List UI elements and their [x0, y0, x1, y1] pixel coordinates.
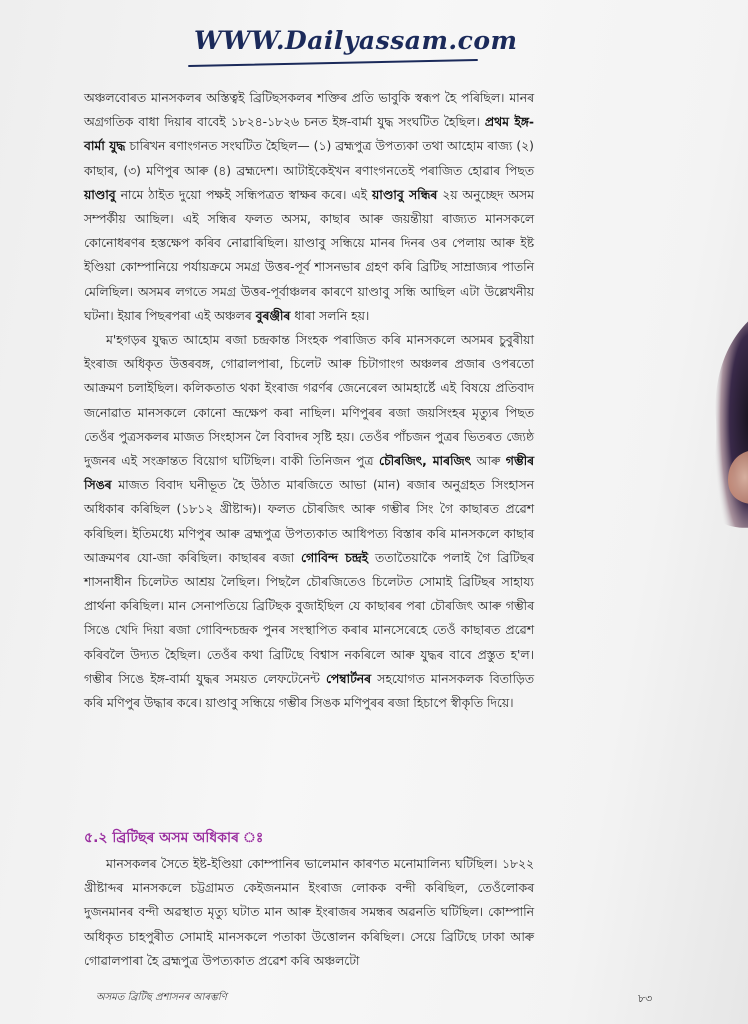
bold-term: পেম্বাৰ্টনৰ: [325, 671, 372, 686]
text-segment: অঞ্চলবোৰত মানসকলৰ অস্তিত্বই ব্ৰিটিছসকলৰ শক্তিৰ প্ৰতি ভাবুকি স্বৰূপ হৈ পৰিছিল। মানৰ অগ্ৰগতিক বাধা দিয়াৰ বাবেই ১৮২৪-১৮২৬ চনত ইঙ্গ-বাৰ্মা যুদ্ধ সংঘটিত হৈছিল।: [84, 91, 534, 130]
watermark-text: WWW.Dailyassam.com: [194, 26, 518, 55]
paragraph: [84, 86, 534, 328]
paragraph: [84, 328, 534, 715]
footer-chapter-title: অসমত ব্ৰিটিছ প্ৰশাসনৰ আৰম্ভণি: [96, 992, 227, 1003]
page-number: ৮৩: [638, 992, 653, 1005]
main-body-text: [84, 86, 534, 715]
bold-term: গম্ভীৰ সিঙৰ: [84, 454, 535, 493]
text-segment: ধাৰা সলনি হয়।: [290, 308, 370, 323]
bold-term: চৌৰজিৎ, মাৰজিৎ: [378, 454, 472, 469]
bold-term: গোবিন্দ চন্দ্ৰই: [301, 550, 369, 565]
thumb-shadow-image: [672, 300, 748, 530]
text-segment: চাৰিখন ৰণাংগনত সংঘটিত হৈছিল— (১) ব্ৰহ্মপুত্ৰ উপত্যকা তথা আহোম ৰাজ্য (২) কাছাৰ, (৩) মণিপুৰ আৰু (৪) ব্ৰহ্মদেশ। আটাইকেইখন ৰণাংগনতেই পৰাজিত হোৱাৰ পিছত: [84, 139, 534, 178]
text-segment: সহযোগত মানসকলক বিতাড়িত কৰি মণিপুৰ উদ্ধাৰ কৰে। য়াণ্ডাবু সন্ধিয়ে গম্ভীৰ সিঙক মণিপুৰৰ ৰজা হিচাপে স্বীকৃতি দিয়ে।: [84, 671, 534, 711]
text-segment: ততাতৈয়াকৈ পলাই গৈ ব্ৰিটিছৰ শাসনাধীন চিলেটত আশ্ৰয় লৈছিল। পিছলৈ চৌৰজিতেও চিলেটত সোমাই ব্ৰিটিছৰ সাহায্য প্ৰাৰ্থনা কৰিছিল। মান সেনাপতিয়ে ব্ৰিটিছক বুজাইছিল যে কাছাৰৰ পৰা চৌৰজিৎ আৰু গম্ভীৰ সিঙে খেদি দিয়া ৰজা গোবিন্দচন্দ্ৰক পুনৰ সংস্থাপিত কৰাৰ মানসেৰেহে তেওঁ কাছাৰত প্ৰৱেশ কৰিবলৈ উদ্যত হৈছিল। তেওঁৰ কথা ব্ৰিটিছে বিশ্বাস নকৰিলে আৰু যুদ্ধৰ বাবে প্ৰস্তুত হ'ল। গম্ভীৰ সিঙে ইঙ্গ-বাৰ্মা যুদ্ধৰ সময়ত লেফটেনেন্ট: [84, 550, 534, 686]
text-segment: আৰু: [471, 454, 506, 469]
bold-term: য়াণ্ডাবু: [84, 187, 116, 202]
text-segment: নামে ঠাইত দুয়ো পক্ষই সন্ধিপত্ৰত স্বাক্ষৰ কৰে। এই: [115, 187, 373, 202]
paragraph: [84, 852, 534, 973]
section-body-text: [84, 852, 534, 973]
section-heading: ৫.২ ব্ৰিটিছৰ অসম অধিকাৰ ঃ: [84, 830, 264, 846]
bold-term: প্ৰথম ইঙ্গ-বাৰ্মা যুদ্ধ: [84, 115, 534, 154]
text-segment: ম'হগড়ৰ যুদ্ধত আহোম ৰজা চন্দ্ৰকান্ত সিংহক পৰাজিত কৰি মানসকলে অসমৰ চুবুৰীয়া ইংৰাজ অধিকৃত উত্তৰবঙ্গ, গোৱালপাৰা, চিলেট আৰু চিটাগাংগ অঞ্চলৰ প্ৰজাৰ ওপৰতো আক্ৰমণ চলাইছিল। কলিকতাত থকা ইংৰাজ গৱৰ্ণৰ জেনেৰেল আমহাৰ্ষ্টে এই বিষয়ে প্ৰতিবাদ জনোৱাত মানসকলে কোনো ভ্ৰূক্ষেপ কৰা নাছিল। মণিপুৰৰ ৰজা জয়সিংহৰ মৃত্যুৰ পিছত তেওঁৰ পুত্ৰসকলৰ মাজত সিংহাসন লৈ বিবাদৰ সৃষ্টি হয়। তেওঁৰ পাঁচজন পুত্ৰৰ ভিতৰত জ্যেষ্ঠ দুজনৰ এই সংক্ৰান্তত বিয়োগ ঘটিছিল। বাকী তিনিজন পুত্ৰ: [84, 333, 534, 469]
watermark-underline: [188, 59, 478, 67]
text-segment: ২য় অনুচ্ছেদ অসম সম্পৰ্কীয় আছিল। এই সন্ধিৰ ফলত অসম, কাছাৰ আৰু জয়ন্তীয়া ৰাজ্যত মানসকলে কোনোধৰণৰ হস্তক্ষেপ কৰিব নোৱাৰিছিল। য়াণ্ডাবু সন্ধিয়ে মানৰ দিনৰ ওৰ পেলায় আৰু ইষ্ট ইণ্ডিয়া কোম্পানিয়ে পৰ্যায়ক্ৰমে সমগ্ৰ উত্তৰ-পূৰ্ব শাসনভাৰ গ্ৰহণ কৰি ব্ৰিটিছ সাম্ৰাজ্যৰ পাতনি মেলিছিল। অসমৰ লগতে সমগ্ৰ উত্তৰ-পূৰ্বাঞ্চলৰ কাৰণে য়াণ্ডাবু সন্ধি আছিল এটা উল্লেখনীয় ঘটনা। ইয়াৰ পিছৰপৰা এই অঞ্চলৰ: [84, 187, 534, 323]
bold-term: বুৰঞ্জীৰ: [255, 308, 291, 323]
text-segment: মানসকলৰ সৈতে ইষ্ট-ইণ্ডিয়া কোম্পানিৰ ভালেমান কাৰণত মনোমালিন্য ঘটিছিল। ১৮২২ খ্ৰীষ্টাব্দৰ মানসকলে চট্টগ্ৰামত কেইজনমান ইংৰাজ লোকক বন্দী কৰিছিল, তেওঁলোকৰ দুজনমানৰ বন্দী অৱস্থাত মৃত্যু ঘটাত মান আৰু ইংৰাজৰ সমন্ধৰ অৱনতি ঘটিছিল। কোম্পানি অধিকৃত চাহপুৰীত সোমাই মানসকলে পতাকা উত্তোলন কৰিছিল। সেয়ে ব্ৰিটিছে ঢাকা আৰু গোৱালপাৰা হৈ ব্ৰহ্মপুত্ৰ উপত্যকাত প্ৰৱেশ কৰি অঞ্চলটো: [84, 857, 534, 968]
text-segment: মাজত বিবাদ ঘনীভূত হৈ উঠাত মাৰজিতে আভা (মান) ৰজাৰ অনুগ্ৰহত সিংহাসন অধিকাৰ কৰিছিল (১৮১২ খ্ৰীষ্টাব্দ)। ফলত চৌৰজিৎ আৰু গম্ভীৰ সিং গৈ কাছাৰত প্ৰৱেশ কৰিছিল। ইতিমধ্যে মণিপুৰ আৰু ব্ৰহ্মপুত্ৰ উপত্যকাত আধিপত্য বিস্তাৰ কৰি মানসকলে কাছাৰ আক্ৰমণৰ যো-জা কৰিছিল। কাছাৰৰ ৰজা: [84, 478, 534, 565]
watermark-handwritten: [186, 22, 518, 70]
bold-term: য়াণ্ডাবু সন্ধিৰ: [372, 187, 438, 202]
